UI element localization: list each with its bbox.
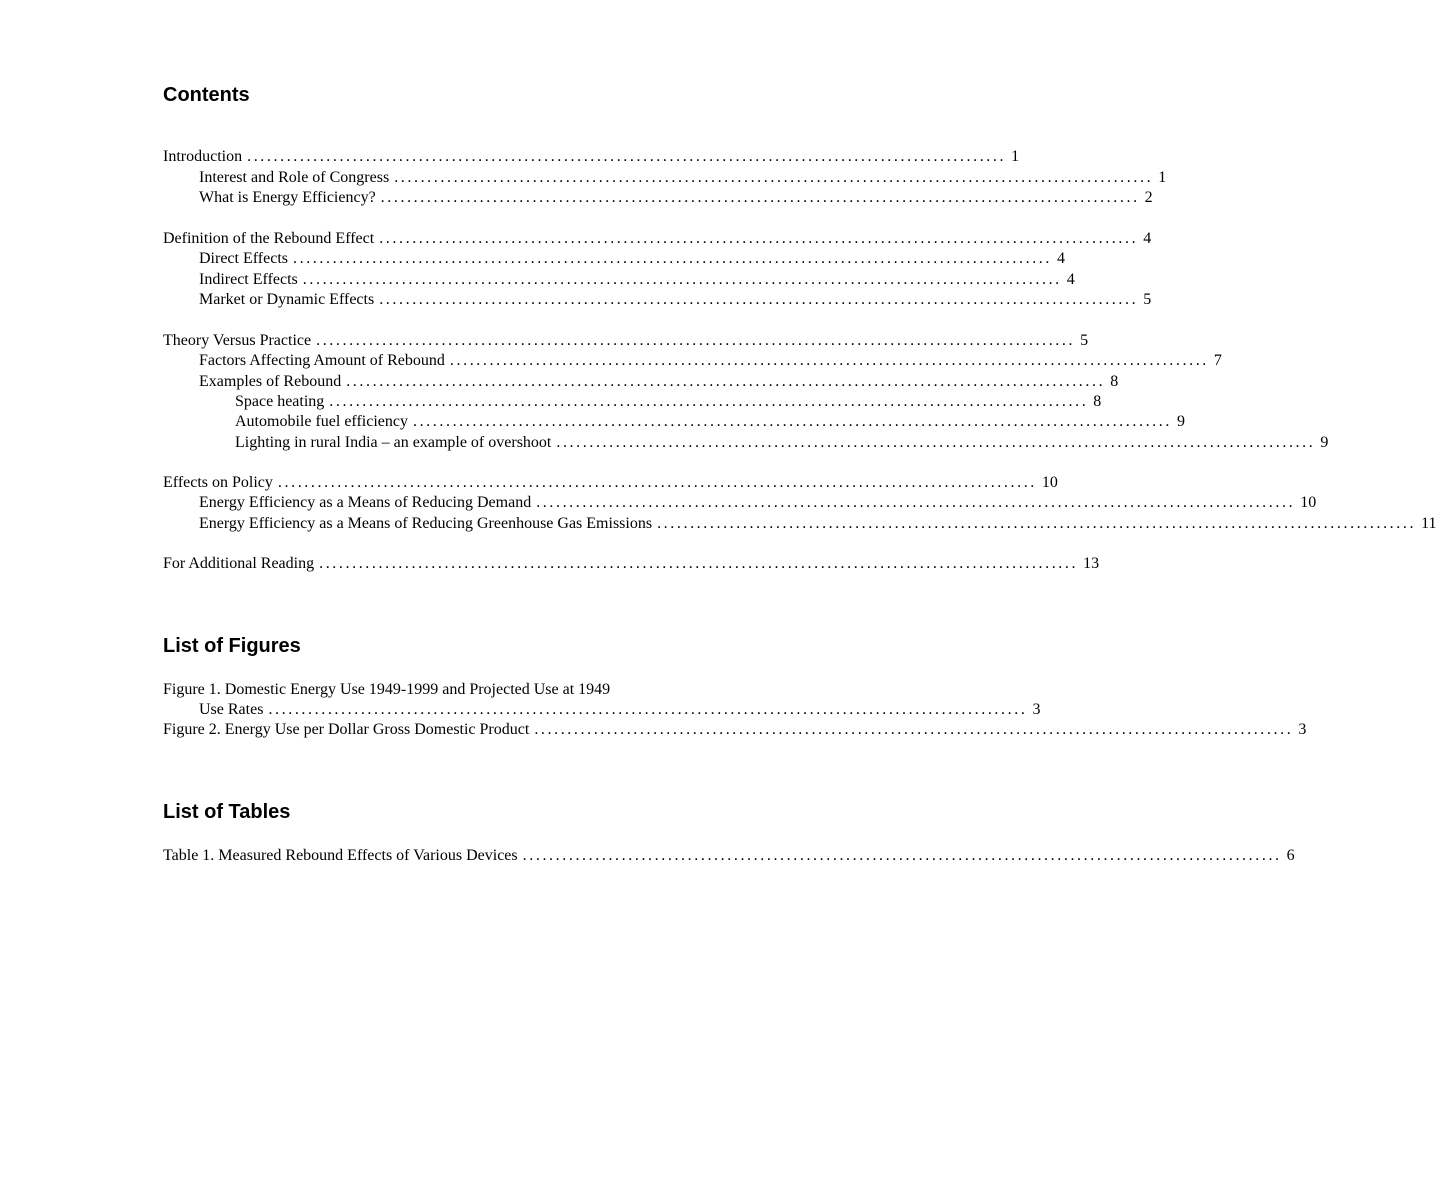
toc-entry: Direct Effects ................................................................................................................... 4: [199, 250, 1065, 267]
leader-dots: ...................................................................................................................: [319, 555, 1079, 572]
figure-entry: Figure 2. Energy Use per Dollar Gross Domestic Product ................................................................................................................... 3: [163, 721, 1307, 738]
leader-dots: ...................................................................................................................: [302, 271, 1062, 288]
toc-entry: Energy Efficiency as a Means of Reducing Demand ................................................................................................................... 10: [199, 494, 1317, 511]
leader-dots: ...................................................................................................................: [268, 701, 1028, 718]
toc-entry: For Additional Reading ................................................................................................................... 13: [163, 555, 1100, 572]
toc-entry: Definition of the Rebound Effect ................................................................................................................... 4: [163, 230, 1152, 247]
leader-dots: ...................................................................................................................: [379, 230, 1139, 247]
tables-heading: List of Tables: [163, 801, 291, 823]
toc-entry: Examples of Rebound ................................................................................................................... 8: [199, 373, 1119, 390]
toc-entry: Automobile fuel efficiency ................................................................................................................... 9: [235, 413, 1185, 430]
toc-entry: Theory Versus Practice ................................................................................................................... 5: [163, 332, 1089, 349]
figures-heading: List of Figures: [163, 635, 301, 657]
leader-dots: ...................................................................................................................: [449, 352, 1209, 369]
toc-entry: Effects on Policy ................................................................................................................... 10: [163, 474, 1058, 491]
table-entry: Table 1. Measured Rebound Effects of Various Devices ................................................................................................................... 6: [163, 847, 1295, 864]
toc-entry: Interest and Role of Congress ................................................................................................................... 1: [199, 169, 1167, 186]
figure-entry-title: Figure 1. Domestic Energy Use 1949-1999 and Projected Use at 1949: [163, 681, 611, 698]
leader-dots: ...................................................................................................................: [657, 515, 1417, 532]
leader-dots: ...................................................................................................................: [379, 291, 1139, 308]
leader-dots: ...................................................................................................................: [293, 250, 1052, 267]
leader-dots: ...................................................................................................................: [247, 148, 1007, 165]
leader-dots: ...................................................................................................................: [536, 494, 1296, 511]
leader-dots: ...................................................................................................................: [394, 169, 1154, 186]
leader-dots: ...................................................................................................................: [556, 434, 1316, 451]
toc-entry: What is Energy Efficiency? ................................................................................................................... 2: [199, 189, 1153, 206]
leader-dots: ...................................................................................................................: [412, 413, 1172, 430]
leader-dots: ...................................................................................................................: [316, 332, 1076, 349]
leader-dots: ...................................................................................................................: [522, 847, 1282, 864]
leader-dots: ...................................................................................................................: [346, 373, 1106, 390]
leader-dots: ...................................................................................................................: [380, 189, 1140, 206]
toc-entry: Factors Affecting Amount of Rebound ................................................................................................................... 7: [199, 352, 1222, 369]
toc-entry: Space heating ................................................................................................................... 8: [235, 393, 1102, 410]
toc-entry: Introduction ................................................................................................................... 1: [163, 148, 1020, 165]
toc-entry: Market or Dynamic Effects ................................................................................................................... 5: [199, 291, 1152, 308]
leader-dots: ...................................................................................................................: [277, 474, 1037, 491]
toc-entry: Lighting in rural India – an example of overshoot ................................................................................................................... 9: [235, 434, 1329, 451]
toc-entry: Energy Efficiency as a Means of Reducing Greenhouse Gas Emissions ................................................................................................................... 11: [199, 515, 1436, 532]
toc-entry: Indirect Effects ................................................................................................................... 4: [199, 271, 1075, 288]
contents-heading: Contents: [163, 84, 250, 106]
leader-dots: ...................................................................................................................: [329, 393, 1089, 410]
leader-dots: ...................................................................................................................: [534, 721, 1294, 738]
figure-entry: Use Rates ................................................................................................................... 3: [199, 701, 1041, 718]
